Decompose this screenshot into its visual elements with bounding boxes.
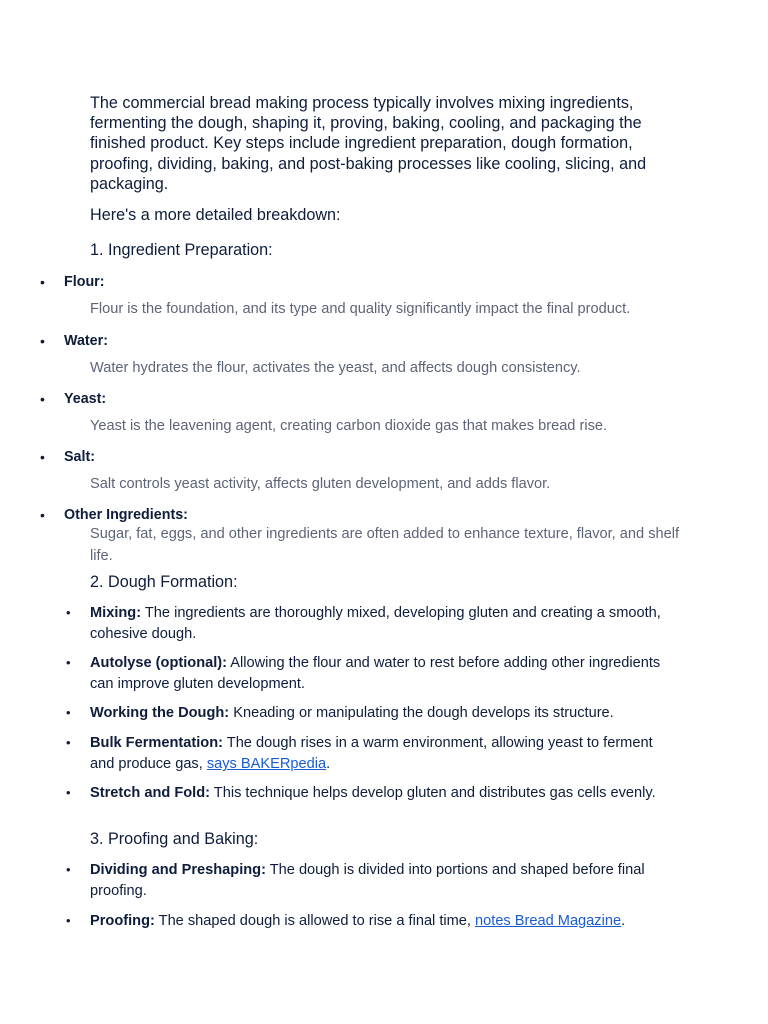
lead-sentence: Here's a more detailed breakdown: (90, 206, 341, 224)
step-term: Dividing and Preshaping: (90, 862, 266, 878)
step-text: Kneading or manipulating the dough develops its structure. (229, 705, 614, 721)
bullet-icon: • (66, 735, 71, 750)
bullet-icon: • (66, 862, 71, 877)
ingredient-description: Sugar, fat, eggs, and other ingredients are often added to enhance texture, flavor, and shelf life. (90, 526, 680, 564)
ingredient-description: Water hydrates the flour, activates the yeast, and affects dough consistency. (90, 360, 581, 376)
step-punctuation: . (621, 913, 626, 929)
ingredient-term: Flour: (64, 274, 105, 290)
bullet-icon: • (66, 785, 71, 800)
step-text: The ingredients are thoroughly mixed, developing gluten and creating a smooth, cohesive dough. (90, 605, 661, 643)
bullet-icon: • (40, 333, 45, 349)
bullet-icon: • (40, 391, 45, 407)
ingredient-term: Water: (64, 333, 108, 349)
step-text: This technique helps develop gluten and distributes gas cells evenly. (210, 785, 656, 801)
ingredient-description: Yeast is the leavening agent, creating carbon dioxide gas that makes bread rise. (90, 418, 608, 434)
bullet-icon: • (66, 913, 71, 928)
section-heading-ingredients: 1. Ingredient Preparation: (90, 241, 273, 259)
ingredient-description: Salt controls yeast activity, affects gluten development, and adds flavor. (90, 476, 551, 492)
step-term: Bulk Fermentation: (90, 735, 223, 751)
step-text: Allowing the flour and water to rest before adding other ingredients can improve gluten development. (90, 655, 661, 693)
ingredient-description: Flour is the foundation, and its type and quality significantly impact the final product. (90, 301, 631, 317)
bullet-icon: • (40, 449, 45, 465)
bullet-icon: • (66, 605, 71, 620)
step-punctuation: . (326, 756, 331, 773)
step-text: The dough is divided into portions and shaped before final proofing. (90, 862, 645, 900)
section-heading-dough-formation: 2. Dough Formation: (90, 573, 238, 591)
step-term: Mixing: (90, 605, 142, 621)
ingredient-term: Salt: (64, 449, 95, 465)
step-text: The shaped dough is allowed to rise a final time, (154, 913, 476, 929)
section-heading-proofing-baking: 3. Proofing and Baking: (90, 830, 259, 848)
bullet-icon: • (40, 274, 45, 290)
bullet-icon: • (66, 705, 71, 720)
bread-magazine-link[interactable]: notes Bread Magazine (475, 913, 622, 929)
step-term: Proofing: (90, 913, 155, 929)
step-term: Stretch and Fold: (90, 785, 210, 801)
bullet-icon: • (40, 507, 45, 523)
ingredient-term: Other Ingredients: (64, 507, 188, 523)
step-term: Autolyse (optional): (90, 655, 228, 671)
ingredient-term: Yeast: (64, 391, 107, 407)
step-term: Working the Dough: (90, 705, 230, 721)
bakerpedia-link[interactable]: says BAKERpedia (206, 756, 327, 773)
bullet-icon: • (66, 655, 71, 670)
step-text: The dough rises in a warm environment, allowing yeast to ferment and produce gas, (90, 735, 653, 773)
intro-paragraph: The commercial bread making process typically involves mixing ingredients, fermenting the dough, shaping it, proving, baking, cooling, and packaging the finished product. Key steps include ingredient preparation, dough formation, proofing, dividing, baking, and post-baking processes like cooling, slicing, and packaging. (90, 94, 647, 193)
